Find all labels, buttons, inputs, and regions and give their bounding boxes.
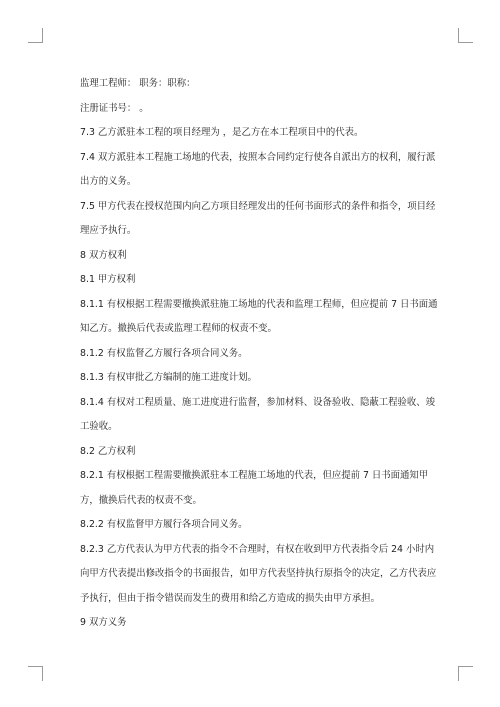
clause-8-2-3: 8.2.3 乙方代表认为甲方代表的指令不合理时，有权在收到甲方代表指令后 24 小时内向甲方代表提出修改指令的书面报告，如甲方代表坚持执行原指令的决定，乙方代表应予执行，但由于指令错误而发生的费用和给乙方造成的损失由甲方承担。 <box>80 543 437 604</box>
clause-8-1-1: 8.1.1 有权根据工程需要撤换派驻施工场地的代表和监理工程师，但应提前 7 日书面通知乙方。撤换后代表或监理工程师的权责不变。 <box>80 298 438 334</box>
clause-8-2-1: 8.2.1 有权根据工程需要撤换派驻本工程施工场地的代表，但应提前 7 日书面通知甲方，撤换后代表的权责不变。 <box>80 470 429 506</box>
clause-8-1-4: 8.1.4 有权对工程质量、施工进度进行监督，参加材料、设备验收、隐蔽工程验收、竣工验收。 <box>80 396 435 432</box>
clause-8-2-2: 8.2.2 有权监督甲方履行各项合同义务。 <box>80 519 248 530</box>
crop-mark-top-left <box>28 28 43 43</box>
clause-7-5: 7.5 甲方代表在授权范围内向乙方项目经理发出的任何书面形式的条件和指令，项目经理应予执行。 <box>80 200 436 236</box>
crop-mark-bottom-right <box>458 666 473 681</box>
clause-7-3: 7.3 乙方派驻本工程的项目经理为 ，是乙方在本工程项目中的代表。 <box>80 127 364 138</box>
crop-mark-top-right <box>458 28 473 43</box>
section-8-heading: 8 双方权利 <box>80 249 127 261</box>
section-9-heading: 9 双方义务 <box>80 617 127 628</box>
document-body <box>80 72 440 636</box>
section-8-2-heading: 8.2 乙方权利 <box>80 445 136 457</box>
clause-8-1-3: 8.1.3 有权审批乙方编制的施工进度计划。 <box>80 372 257 383</box>
clause-8-1-2: 8.1.2 有权监督乙方履行各项合同义务。 <box>80 347 248 359</box>
clause-7-4: 7.4 双方派驻本工程施工场地的代表，按照本合同约定行使各自派出方的权利，履行派出方的义务。 <box>80 151 436 187</box>
registration-number-line: 注册证书号： 。 <box>80 102 149 114</box>
supervisor-engineer-line: 监理工程师： 职务：职称： <box>80 78 196 89</box>
section-8-1-heading: 8.1 甲方权利 <box>80 274 136 285</box>
crop-mark-bottom-left <box>28 666 43 681</box>
